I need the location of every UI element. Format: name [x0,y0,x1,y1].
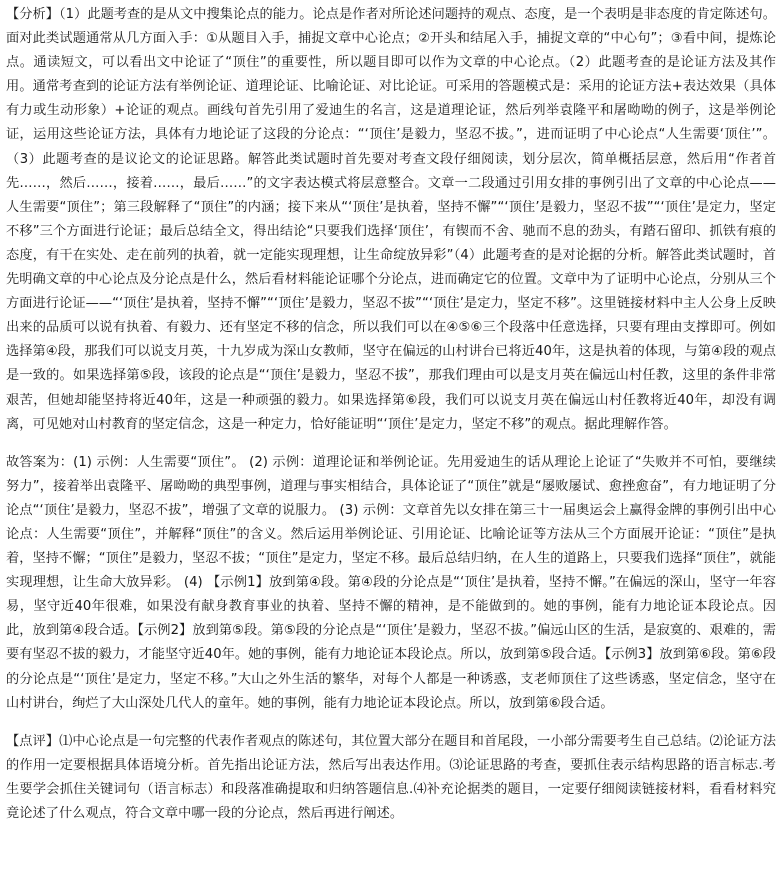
analysis-tag: 【分析】 [6,7,59,22]
comment-tag: 【点评】 [6,733,60,749]
answer-section [6,451,776,716]
answer-text: 故答案为：(1) 示例：人生需要“顶住”。 (2) 示例：道理论证和举例论证。先用爱迪生的话从理论上论证了“失败并不可怕，要继续努力”，接着举出袁隆平、屠呦呦的典型事例，道理与事实相结合，具体论证了“顶住”就是“屡败屡试、愈挫愈奋”，有力地证明了分论点“‘顶住’是毅力，坚忍不拔”，增强了文章的说服力。 (3) 示例：文章首先以女排在第三十一届奥运会上赢得金牌的事例引出中心论点：人生需要“顶住”，并解释“顶住”的含义。然后运用举例论证、引用论证、比喻论证等方法从三个方面展开论证：“顶住”是执着，坚持不懈；“顶住”是毅力，坚忍不拔；“顶住”是定力，坚定不移。最后总结归纳，在人生的道路上，只要我们选择“顶住”，就能实现理想，让生命大放异彩。 (4) 【示例1】放到第④段。第④段的分论点是“‘顶住’是执着，坚持不懈。”在偏远的深山，坚守一年容易，坚守近40年很难，如果没有献身教育事业的执着、坚持不懈的精神，是不能做到的。她的事例，能有力地论证本段论点。因此，放到第④段合适。【示例2】放到第⑤段。第⑤段的分论点是“‘顶住’是毅力，坚忍不拔。”偏远山区的生活，是寂寞的、艰难的，需要有坚忍不拔的毅力，才能坚守近40年。她的事例，能有力地论证本段论点。所以，放到第⑤段合适。【示例3】放到第⑥段。第⑥段的分论点是“‘顶住’是定力，坚定不移。”大山之外生活的繁华，对每个人都是一种诱惑，支老师顶住了这些诱惑，坚定信念，坚守在山村讲台，绚烂了大山深处几代人的童年。她的事例，能有力地论证本段论点。所以，放到第⑥段合适。 [6,454,776,711]
section-gap [6,716,776,730]
section-gap [6,437,776,451]
analysis-text: （1）此题考查的是从文中搜集论点的能力。论点是作者对所论述问题持的观点、态度，是一个表明是非态度的肯定陈述句。面对此类试题通常从几方面入手：①从题目入手，捕捉文章中心论点；②开头和结尾入手，捕捉文章的“中心句”；③看中间，提炼论点。通读短文，可以看出文中论证了“顶住”的重要性，所以题目即可以作为文章的中心论点。（2）此题考查的是论证方法及其作用。通常考查到的论证方法有举例论证、道理论证、比喻论证、对比论证。可采用的答题模式是：采用的论证方法+表达效果（具体有力或生动形象）+论证的观点。画线句首先引用了爱迪生的名言，这是道理论证，然后列举袁隆平和屠呦呦的例子，这是举例论证，运用这些论证方法，具体有力地论证了这段的分论点：“‘顶住’是毅力，坚忍不拔。”，进而证明了中心论点“人生需要‘顶住’”。（3）此题考查的是议论文的论证思路。解答此类试题时首先要对考查文段仔细阅读，划分层次，简单概括层意，然后用“作者首先……，然后……，接着……，最后……”的文字表达模式将层意整合。文章一二段通过引用女排的事例引出了文章的中心论点——人生需要“顶住”；第三段解释了“顶住”的内涵；接下来从“‘顶住’是执着，坚持不懈”“‘顶住’是毅力，坚忍不拔”“‘顶住’是定力，坚定不移”三个方面进行论证；最后总结全文，得出结论“只要我们选择‘顶住’，有锲而不舍、驰而不息的劲头，有踏石留印、抓铁有痕的态度，有干在实处、走在前列的执着，就一定能实现理想，让生命绽放异彩”（4）此题考查的是对论据的分析。解答此类试题时，首先明确文章的中心论点及分论点是什么，然后看材料能论证哪个分论点，进而确定它的位置。文章中为了证明中心论点，分别从三个方面进行论证——“‘顶住’是执着，坚持不懈”“‘顶住’是毅力，坚忍不拔”“‘顶住’是定力，坚定不移”。这里链接材料中主人公身上反映出来的品质可以说有执着、有毅力、还有坚定不移的信念，所以我们可以在④⑤⑥三个段落中任意选择，只要有理由支撑即可。例如选择第④段，那我们可以说支月英，十九岁成为深山女教师，坚守在偏远的山村讲台已将近40年，这是执着的体现，与第④段的观点是一致的。如果选择第⑤段，该段的论点是“‘顶住’是毅力，坚忍不拔”，那我们理由可以是支月英在偏远山村任教，这里的条件非常艰苦，但她却能坚持将近40年，这是一种顽强的毅力。如果选择第⑥段，我们可以说支月英在偏远山村任教将近40年，却没有调离，可见她对山村教育的坚定信念，这是一种定力，恰好能证明“‘顶住’是定力，坚定不移”的观点。据此理解作答。 [6,7,776,432]
comment-section [6,730,776,826]
analysis-section [6,3,776,437]
comment-text: ⑴中心论点是一句完整的代表作者观点的陈述句，其位置大部分在题目和首尾段，一小部分需要考生自己总结。⑵论证方法的作用一定要根据具体语境分析。首先指出论证方法，然后写出表达作用。⑶论证思路的考查，要抓住表示结构思路的语言标志.考生要学会抓住关键词句（语言标志）和段落准确提取和归纳答题信息.⑷补充论据类的题目，一定要仔细阅读链接材料，看看材料究竟论述了什么观点，符合文章中哪一段的分论点，然后再进行阐述。 [6,733,776,821]
